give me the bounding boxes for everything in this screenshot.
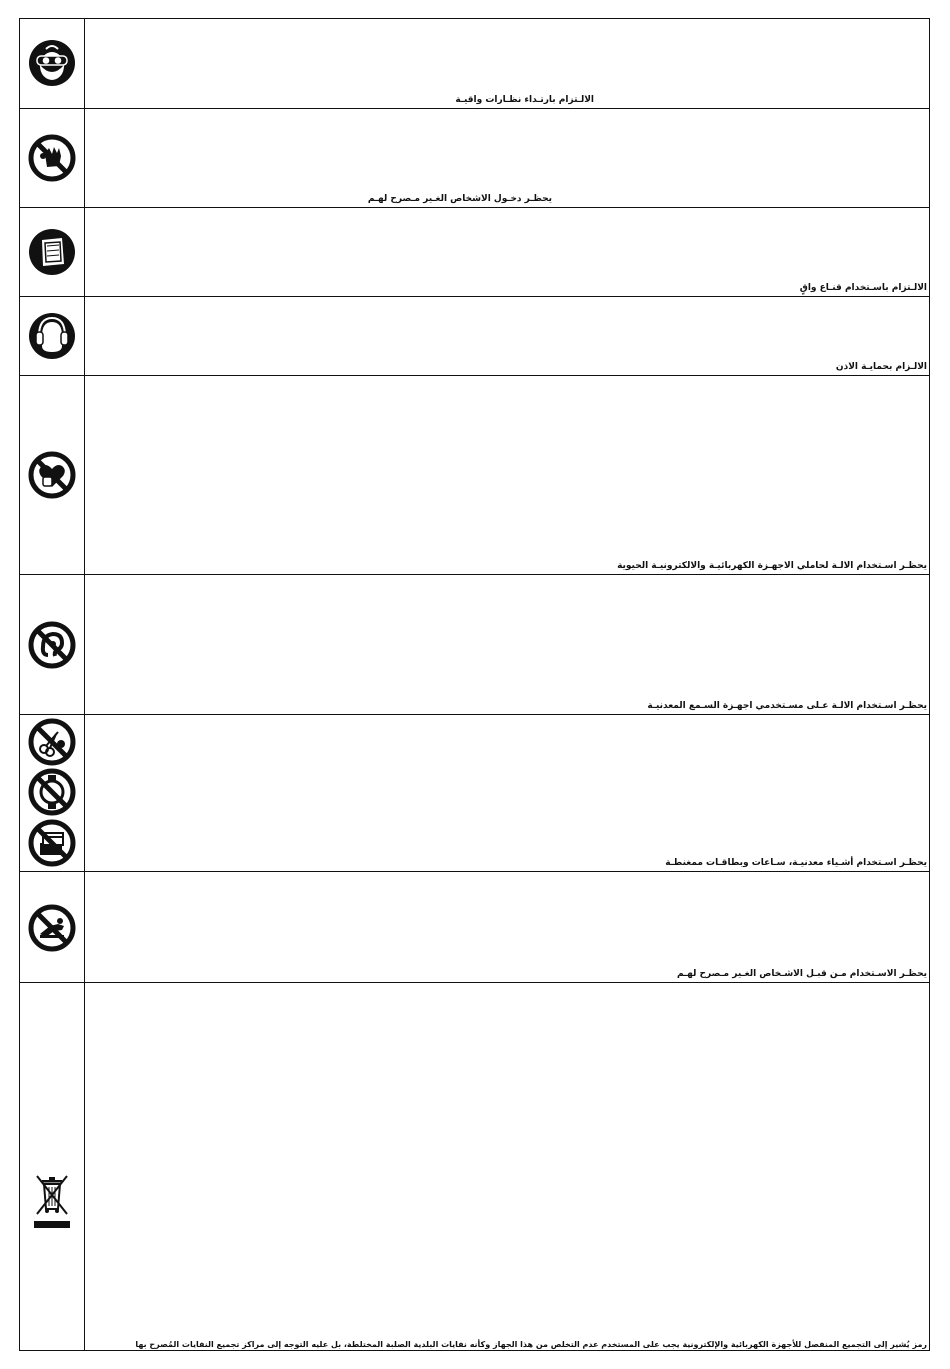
safety-goggles-icon — [28, 39, 76, 87]
symbol-description: الالـتزام بارتـداء نظـارات واقيـة — [455, 95, 594, 105]
table-row — [20, 575, 929, 715]
weee-crossed-bin-icon — [28, 1173, 76, 1233]
table-row — [20, 297, 929, 376]
face-shield-icon — [28, 228, 76, 276]
no-metal-objects-icon — [28, 718, 76, 766]
table-row — [20, 376, 929, 575]
no-watches-icon — [28, 768, 76, 816]
symbol-description: يحظـر دخـول الاشخاص الغـير مـصرح لهـم — [367, 194, 552, 204]
symbol-description: رمز يُشير إلى التجميع المنفصل للأجهزة الكهربائية والإلكترونية يجب على المستخدم عدم التخلص من هذا الجهاز وكأنه نفايات البلدية الصلبة المختلطة، بل عليه التوجه إلى مراكز تجميع النفايات المُصرح بها — [135, 1340, 927, 1349]
table-row — [20, 715, 929, 872]
no-unauthorized-use-icon — [28, 904, 76, 952]
table-row — [20, 109, 929, 208]
table-row — [20, 872, 929, 983]
no-magnetic-cards-icon — [28, 819, 76, 867]
table-row — [20, 208, 929, 297]
symbol-description: الالـتزام باسـتخدام قنـاع واقٍ — [799, 283, 927, 293]
symbol-description: الالـزام بحمايـة الاذن — [835, 362, 927, 372]
table-row — [20, 19, 929, 109]
no-hearing-aid-icon — [28, 621, 76, 669]
table-row — [20, 983, 929, 1352]
safety-symbols-table — [19, 18, 930, 1351]
no-entry-hand-icon — [28, 134, 76, 182]
symbol-description: يحظـر الاسـتخدام مـن قبـل الاشـخاص الغـير مـصرح لهـم — [676, 969, 927, 979]
symbol-description: يحظـر اسـتخدام الالـة لحاملي الاجهـزة الكهربائيـة والالكترونيـة الحيوية — [617, 561, 927, 571]
symbol-description: يحظـر اسـتخدام أشـياء معدنيـة، سـاعات وبطاقـات ممغنطـة — [665, 858, 927, 868]
ear-protection-icon — [28, 312, 76, 360]
no-pacemaker-icon — [28, 451, 76, 499]
symbol-description: يحظـر اسـتخدام الالـة عـلى مسـتخدمي اجهـزة السـمع المعدنيـة — [647, 701, 927, 711]
